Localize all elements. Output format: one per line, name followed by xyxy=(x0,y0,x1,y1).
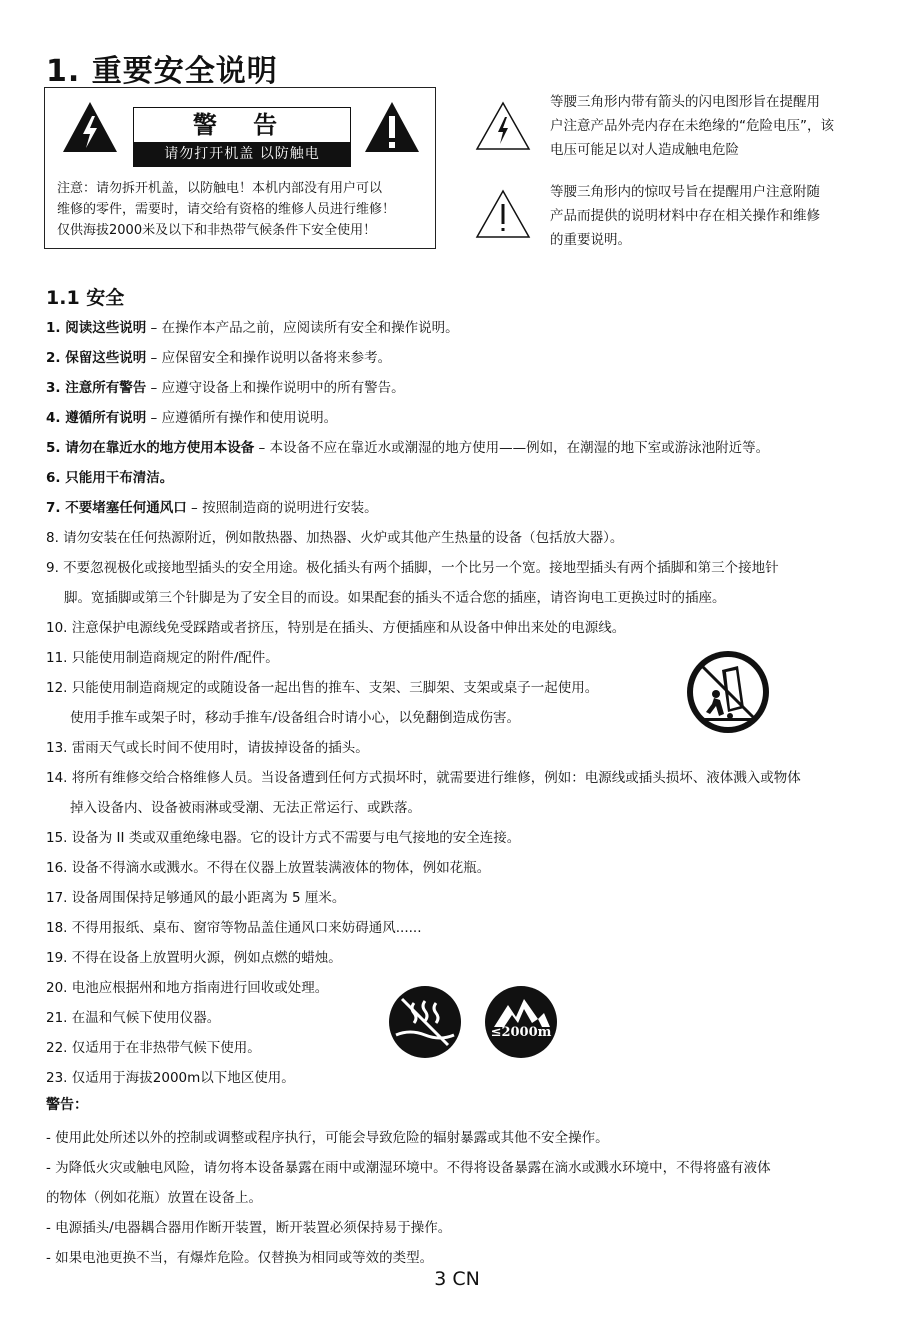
list-item: 8. 请勿安装在任何热源附近，例如散热器、加热器、火炉或其他产生热量的设备（包括放大器）。 xyxy=(46,530,624,546)
list-item: 4. 遵循所有说明 – 应遵循所有操作和使用说明。 xyxy=(46,410,338,426)
list-item: 掉入设备内、设备被雨淋或受潮、无法正常运行、或跌落。 xyxy=(70,800,421,816)
page-number: 3 CN xyxy=(434,1268,480,1290)
list-item: 2. 保留这些说明 – 应保留安全和操作说明以备将来参考。 xyxy=(46,350,392,366)
exclamation-warning-icon xyxy=(363,100,421,154)
warning-line: - 使用此处所述以外的控制或调整或程序执行，可能会导致危险的辐射暴露或其他不安全操作。 xyxy=(46,1130,609,1146)
list-item: 10. 注意保护电源线免受踩踏或者挤压，特别是在插头、方便插座和从设备中伸出来处的电源线。 xyxy=(46,620,626,636)
list-item: 14. 将所有维修交给合格维修人员。当设备遭到任何方式损坏时，就需要进行维修，例如：电源线或插头损坏、液体溅入或物体 xyxy=(46,770,801,786)
list-item: 7. 不要堵塞任何通风口 – 按照制造商的说明进行安装。 xyxy=(46,500,378,516)
warnings-heading: 警告： xyxy=(46,1097,88,1113)
list-item: 22. 仅适用于在非热带气候下使用。 xyxy=(46,1040,261,1056)
cart-tipover-icon xyxy=(686,650,770,734)
warning-note: 注意：请勿拆开机盖，以防触电！本机内部没有用户可以 维修的零件，需要时，请交给有资格的维修人员进行维修！ 仅供海拔2000米及以下和非热带气候条件下安全使用！ xyxy=(57,181,396,238)
warning-subheading: 请勿打开机盖 以防触电 xyxy=(134,142,350,166)
list-item: 17. 设备周围保持足够通风的最小距离为 5 厘米。 xyxy=(46,890,346,906)
warning-heading: 警 告 xyxy=(192,111,292,139)
list-item: 5. 请勿在靠近水的地方使用本设备 – 本设备不应在靠近水或潮湿的地方使用——例如，在潮湿的地下室或游泳池附近等。 xyxy=(46,440,770,456)
list-item: 1. 阅读这些说明 – 在操作本产品之前，应阅读所有安全和操作说明。 xyxy=(46,320,459,336)
non-tropical-climate-icon xyxy=(388,985,462,1059)
section-heading: 1.1 安全 xyxy=(46,287,125,309)
list-item: 12. 只能使用制造商规定的或随设备一起出售的推车、支架、三脚架、支架或桌子一起使用。 xyxy=(46,680,599,696)
warning-line: - 为降低火灾或触电风险，请勿将本设备暴露在雨中或潮湿环境中。不得将设备暴露在滴水或溅水环境中，不得将盛有液体 xyxy=(46,1160,771,1176)
lightning-warning-icon xyxy=(61,100,119,154)
warning-box xyxy=(44,87,436,249)
list-item: 18. 不得用报纸、桌布、窗帘等物品盖住通风口来妨碍通风...... xyxy=(46,920,422,936)
list-item: 23. 仅适用于海拔2000m以下地区使用。 xyxy=(46,1070,295,1086)
list-item: 11. 只能使用制造商规定的附件/配件。 xyxy=(46,650,279,666)
list-item: 16. 设备不得滴水或溅水。不得在仪器上放置装满液体的物体，例如花瓶。 xyxy=(46,860,491,876)
altitude-limit-icon xyxy=(484,985,558,1059)
list-item: 21. 在温和气候下使用仪器。 xyxy=(46,1010,221,1026)
list-item: 20. 电池应根据州和地方指南进行回收或处理。 xyxy=(46,980,329,996)
list-item: 使用手推车或架子时，移动手推车/设备组合时请小心，以免翻倒造成伤害。 xyxy=(70,710,521,726)
warning-line: - 如果电池更换不当，有爆炸危险。仅替换为相同或等效的类型。 xyxy=(46,1250,434,1266)
lightning-outline-icon xyxy=(474,100,532,152)
list-item: 9. 不要忽视极化或接地型插头的安全用途。极化插头有两个插脚，一个比另一个宽。接地型插头有两个插脚和第三个接地针 xyxy=(46,560,779,576)
page-title: 1. 重要安全说明 xyxy=(46,54,278,89)
list-item: 15. 设备为 II 类或双重绝缘电器。它的设计方式不需要与电气接地的安全连接。 xyxy=(46,830,521,846)
altitude-label: ≤2000m xyxy=(490,1025,552,1040)
list-item: 13. 雷雨天气或长时间不使用时，请拔掉设备的插头。 xyxy=(46,740,369,756)
warning-line: - 电源插头/电器耦合器用作断开装置，断开装置必须保持易于操作。 xyxy=(46,1220,452,1236)
exclamation-outline-icon xyxy=(474,188,532,240)
list-item: 脚。宽插脚或第三个针脚是为了安全目的而设。如果配套的插头不适合您的插座，请咨询电工更换过时的插座。 xyxy=(64,590,726,606)
list-item: 19. 不得在设备上放置明火源，例如点燃的蜡烛。 xyxy=(46,950,342,966)
list-item: 6. 只能用干布清洁。 xyxy=(46,470,174,486)
warning-line: 的物体（例如花瓶）放置在设备上。 xyxy=(46,1190,262,1206)
list-item: 3. 注意所有警告 – 应遵守设备上和操作说明中的所有警告。 xyxy=(46,380,405,396)
warning-label xyxy=(133,107,351,167)
